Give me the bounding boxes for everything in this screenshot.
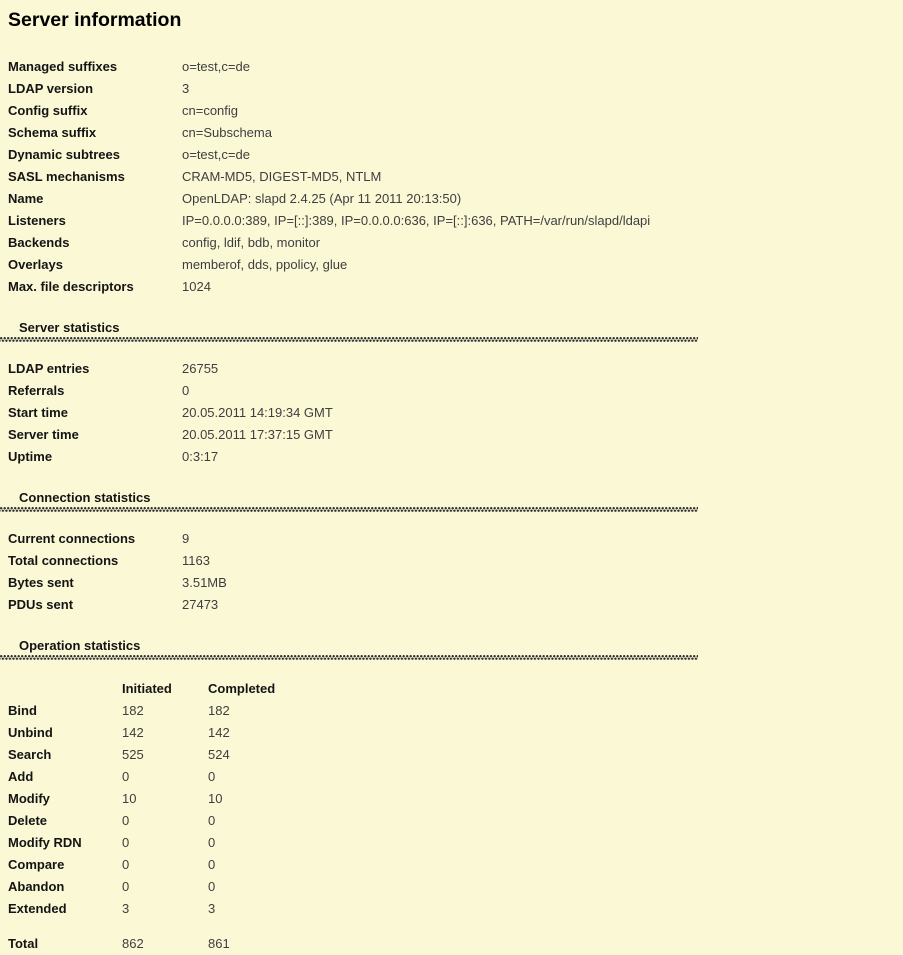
row-label: Uptime bbox=[8, 448, 53, 464]
row-label: Current connections bbox=[8, 530, 136, 546]
row-label: LDAP version bbox=[8, 80, 94, 96]
operation-statistics-section bbox=[0, 638, 903, 954]
op-initiated-value: 0 bbox=[122, 812, 130, 828]
info-row bbox=[8, 77, 903, 99]
row-label: LDAP entries bbox=[8, 360, 90, 376]
row-label: Max. file descriptors bbox=[8, 278, 134, 294]
row-label: Managed suffixes bbox=[8, 58, 118, 74]
op-completed-value: 3 bbox=[208, 900, 216, 916]
page-title: Server information bbox=[8, 9, 182, 31]
stat-row bbox=[8, 549, 903, 571]
operation-row bbox=[8, 831, 903, 853]
server-info-rows bbox=[8, 55, 903, 297]
row-label: SASL mechanisms bbox=[8, 168, 125, 184]
row-value: OpenLDAP: slapd 2.4.25 (Apr 11 2011 20:13:50) bbox=[182, 190, 462, 206]
row-label: Abandon bbox=[8, 878, 65, 894]
connection-statistics-section bbox=[0, 490, 903, 615]
op-initiated-value: 10 bbox=[122, 790, 137, 806]
row-value: 0:3:17 bbox=[182, 448, 219, 464]
op-initiated-value: 862 bbox=[122, 935, 144, 951]
row-value: 20.05.2011 14:19:34 GMT bbox=[182, 404, 333, 420]
row-value: o=test,c=de bbox=[182, 58, 250, 74]
row-value: cn=config bbox=[182, 102, 239, 118]
row-label: Modify RDN bbox=[8, 834, 82, 850]
row-label: Total bbox=[8, 935, 39, 951]
stat-row bbox=[8, 445, 903, 467]
info-row bbox=[8, 253, 903, 275]
op-initiated-value: 0 bbox=[122, 856, 130, 872]
op-initiated-value: 0 bbox=[122, 768, 130, 784]
operation-row bbox=[8, 787, 903, 809]
row-value: o=test,c=de bbox=[182, 146, 250, 162]
stat-row bbox=[8, 357, 903, 379]
row-value: 9 bbox=[182, 530, 190, 546]
operation-row bbox=[8, 721, 903, 743]
op-initiated-value: 0 bbox=[122, 834, 130, 850]
info-row bbox=[8, 187, 903, 209]
stat-row bbox=[8, 401, 903, 423]
info-row bbox=[8, 209, 903, 231]
op-completed-value: 524 bbox=[208, 746, 230, 762]
row-label: Add bbox=[8, 768, 34, 784]
stat-row bbox=[8, 379, 903, 401]
section-title-connection-statistics: Connection statistics bbox=[19, 490, 151, 505]
row-label: PDUs sent bbox=[8, 596, 74, 612]
row-label: Modify bbox=[8, 790, 50, 806]
row-label: Bind bbox=[8, 702, 37, 718]
op-completed-value: 0 bbox=[208, 878, 216, 894]
row-label: Schema suffix bbox=[8, 124, 97, 140]
row-label: Listeners bbox=[8, 212, 66, 228]
info-row bbox=[8, 55, 903, 77]
op-initiated-value: 525 bbox=[122, 746, 144, 762]
operation-statistics-table bbox=[8, 677, 903, 954]
info-row bbox=[8, 121, 903, 143]
row-label: Overlays bbox=[8, 256, 63, 272]
dotted-divider bbox=[0, 507, 698, 512]
row-value: CRAM-MD5, DIGEST-MD5, NTLM bbox=[182, 168, 382, 184]
operation-row bbox=[8, 743, 903, 765]
row-label: Total connections bbox=[8, 552, 119, 568]
row-label: Name bbox=[8, 190, 44, 206]
server-information-page bbox=[0, 10, 903, 954]
row-label: Compare bbox=[8, 856, 65, 872]
row-value: 3 bbox=[182, 80, 190, 96]
operation-row bbox=[8, 875, 903, 897]
row-value: 27473 bbox=[182, 596, 219, 612]
operation-row bbox=[8, 853, 903, 875]
row-value: config, ldif, bdb, monitor bbox=[182, 234, 321, 250]
server-statistics-rows bbox=[8, 357, 903, 467]
op-completed-value: 182 bbox=[208, 702, 230, 718]
row-label: Bytes sent bbox=[8, 574, 74, 590]
op-initiated-value: 3 bbox=[122, 900, 130, 916]
row-label: Start time bbox=[8, 404, 68, 420]
info-row bbox=[8, 143, 903, 165]
op-initiated-value: 182 bbox=[122, 702, 144, 718]
op-column-header-completed: Completed bbox=[208, 680, 276, 696]
row-label: Unbind bbox=[8, 724, 53, 740]
row-label: Delete bbox=[8, 812, 48, 828]
dotted-divider bbox=[0, 337, 698, 342]
info-row bbox=[8, 231, 903, 253]
stat-row bbox=[8, 423, 903, 445]
section-title-operation-statistics: Operation statistics bbox=[19, 638, 141, 653]
connection-statistics-rows bbox=[8, 527, 903, 615]
operation-row bbox=[8, 765, 903, 787]
op-completed-value: 142 bbox=[208, 724, 230, 740]
op-column-header-initiated: Initiated bbox=[122, 680, 172, 696]
op-completed-value: 0 bbox=[208, 812, 216, 828]
row-label: Referrals bbox=[8, 382, 65, 398]
row-value: cn=Subschema bbox=[182, 124, 272, 140]
row-label: Extended bbox=[8, 900, 67, 916]
row-label: Config suffix bbox=[8, 102, 88, 118]
row-value: 3.51MB bbox=[182, 574, 227, 590]
op-completed-value: 861 bbox=[208, 935, 230, 951]
op-initiated-value: 0 bbox=[122, 878, 130, 894]
op-completed-value: 10 bbox=[208, 790, 223, 806]
operation-row bbox=[8, 897, 903, 919]
op-completed-value: 0 bbox=[208, 856, 216, 872]
op-initiated-value: 142 bbox=[122, 724, 144, 740]
row-label: Backends bbox=[8, 234, 70, 250]
row-value: 1024 bbox=[182, 278, 211, 294]
operation-row bbox=[8, 809, 903, 831]
row-label: Search bbox=[8, 746, 52, 762]
row-label: Server time bbox=[8, 426, 79, 442]
section-title-server-statistics: Server statistics bbox=[19, 320, 120, 335]
stat-row bbox=[8, 593, 903, 615]
server-info-section bbox=[0, 55, 903, 297]
row-label: Dynamic subtrees bbox=[8, 146, 120, 162]
info-row bbox=[8, 275, 903, 297]
op-completed-value: 0 bbox=[208, 834, 216, 850]
info-row bbox=[8, 165, 903, 187]
operation-table-header bbox=[8, 677, 903, 699]
dotted-divider bbox=[0, 655, 698, 660]
op-completed-value: 0 bbox=[208, 768, 216, 784]
row-value: 1163 bbox=[182, 552, 210, 568]
info-row bbox=[8, 99, 903, 121]
row-value: 0 bbox=[182, 382, 190, 398]
operation-row bbox=[8, 699, 903, 721]
server-statistics-section bbox=[0, 320, 903, 467]
row-value: memberof, dds, ppolicy, glue bbox=[182, 256, 348, 272]
operation-total-row bbox=[8, 932, 903, 954]
stat-row bbox=[8, 527, 903, 549]
row-value: 20.05.2011 17:37:15 GMT bbox=[182, 426, 333, 442]
stat-row bbox=[8, 571, 903, 593]
row-value: IP=0.0.0.0:389, IP=[::]:389, IP=0.0.0.0:636, IP=[::]:636, PATH=/var/run/slapd/ldapi bbox=[182, 212, 651, 228]
row-value: 26755 bbox=[182, 360, 219, 376]
